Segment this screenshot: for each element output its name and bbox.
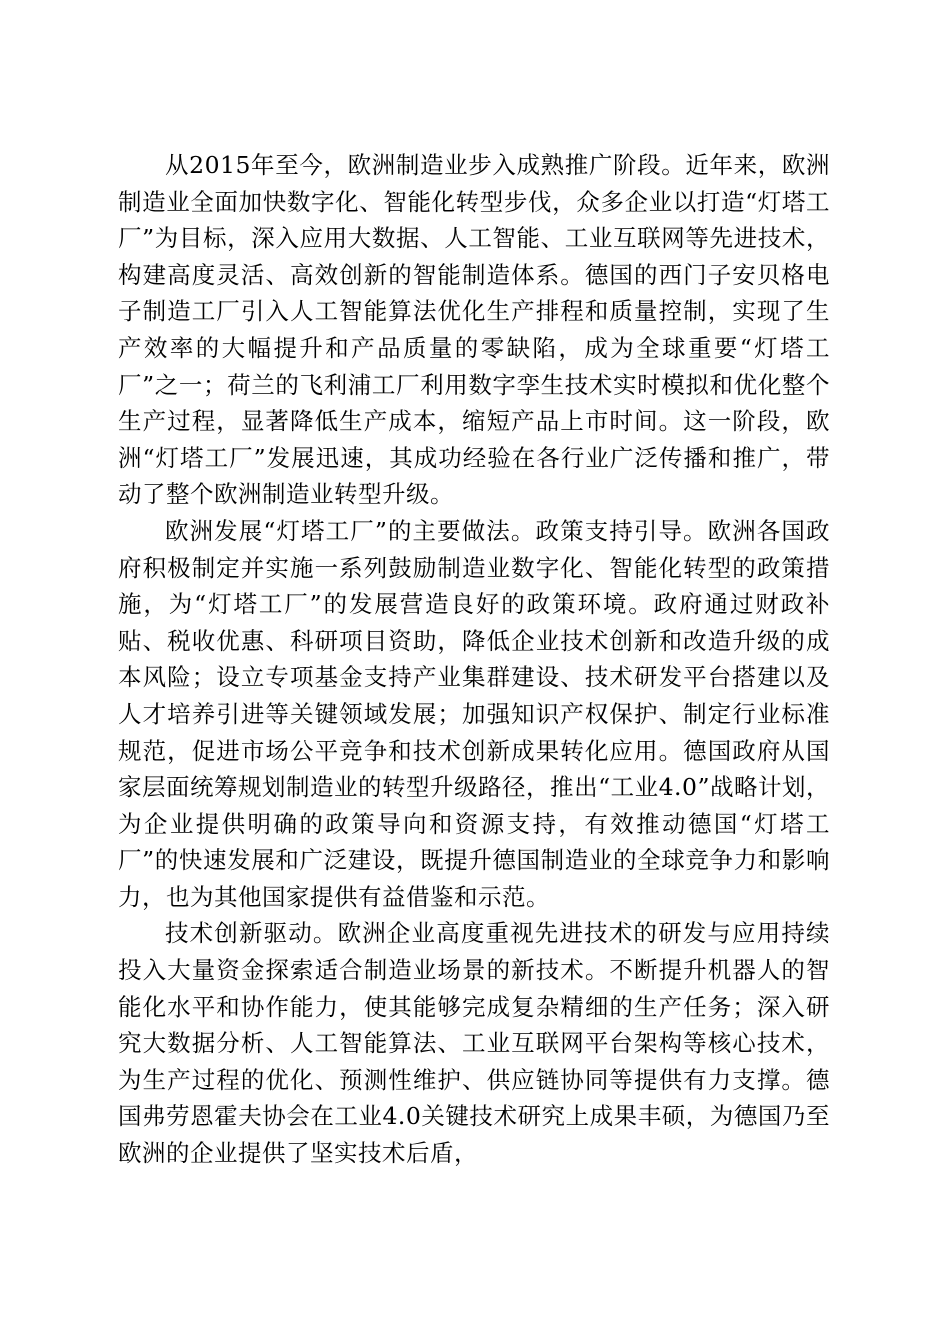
paragraph-maturity-stage: 从2015年至今，欧洲制造业步入成熟推广阶段。近年来，欧洲制造业全面加快数字化、智能化转型步伐，众多企业以打造“灯塔工厂”为目标，深入应用大数据、人工智能、工业互联网等先进技术，构建高度灵活、高效创新的智能制造体系。德国的西门子安贝格电子制造工厂引入人工智能算法优化生产排程和质量控制，实现了生产效率的大幅提升和产品质量的零缺陷，成为全球重要“灯塔工厂”之一；荷兰的飞利浦工厂利用数字孪生技术实时模拟和优化整个生产过程，显著降低生产成本，缩短产品上市时间。这一阶段，欧洲“灯塔工厂”发展迅速，其成功经验在各行业广泛传播和推广，带动了整个欧洲制造业转型升级。 <box>118 151 830 509</box>
paragraph-tech-innovation: 技术创新驱动。欧洲企业高度重视先进技术的研发与应用持续投入大量资金探索适合制造业场景的新技术。不断提升机器人的智能化水平和协作能力，使其能够完成复杂精细的生产任务；深入研究大数据分析、人工智能算法、工业互联网平台架构等核心技术，为生产过程的优化、预测性维护、供应链协同等提供有力支撑。德国弗劳恩霍夫协会在工业4.0关键技术研究上成果丰硕，为德国乃至欧洲的企业提供了坚实技术后盾， <box>118 919 830 1168</box>
document-body <box>118 147 830 1172</box>
paragraph-policy-support: 欧洲发展“灯塔工厂”的主要做法。政策支持引导。欧洲各国政府积极制定并实施一系列鼓励制造业数字化、智能化转型的政策措施，为“灯塔工厂”的发展营造良好的政策环境。政府通过财政补贴、税收优惠、科研项目资助，降低企业技术创新和改造升级的成本风险；设立专项基金支持产业集群建设、技术研发平台搭建以及人才培养引进等关键领域发展；加强知识产权保护、制定行业标准规范，促进市场公平竞争和技术创新成果转化应用。德国政府从国家层面统筹规划制造业的转型升级路径，推出“工业4.0”战略计划，为企业提供明确的政策导向和资源支持，有效推动德国“灯塔工厂”的快速发展和广泛建设，既提升德国制造业的全球竞争力和影响力，也为其他国家提供有益借鉴和示范。 <box>118 516 830 911</box>
